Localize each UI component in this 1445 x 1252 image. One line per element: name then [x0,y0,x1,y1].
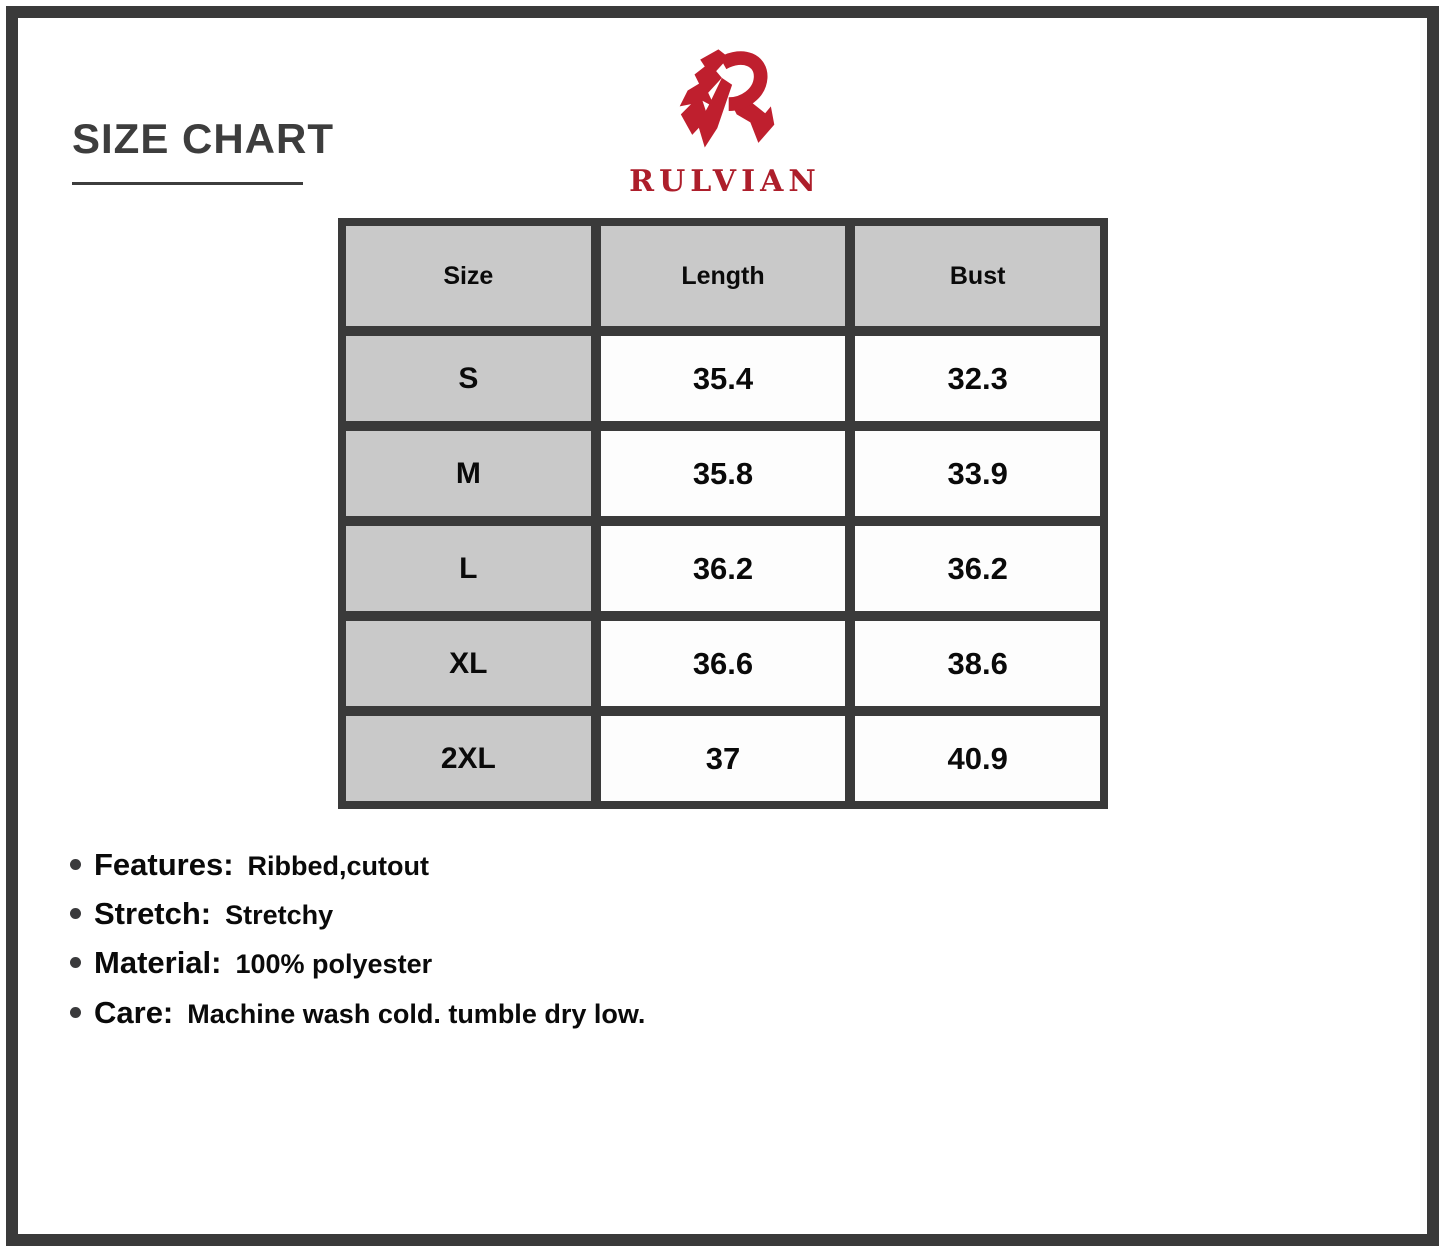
detail-value: Machine wash cold. tumble dry low. [187,998,646,1029]
detail-item-stretch [70,895,645,932]
size-chart-table [338,218,1108,809]
row-m-size: M [346,431,591,516]
row-l-length: 36.2 [601,526,846,611]
detail-value: Ribbed,cutout [247,851,430,881]
detail-label: Material: [94,945,222,981]
brand-name: RULVIAN [629,164,821,199]
detail-item-features [70,846,645,883]
row-s-length: 35.4 [601,336,846,421]
row-xl-length: 36.6 [601,621,846,706]
header-cell-length: Length [601,226,846,326]
row-2xl-bust: 40.9 [855,716,1100,801]
page-title: SIZE CHART [72,115,334,162]
row-s-size: S [346,336,591,421]
row-xl-size: XL [346,621,591,706]
detail-item-care [70,994,645,1031]
brand-logo-icon [662,46,784,160]
row-2xl-length: 37 [601,716,846,801]
row-xl-bust: 38.6 [855,621,1100,706]
detail-value: 100% polyester [235,949,433,980]
bullet-icon [70,957,81,968]
row-2xl-size: 2XL [346,716,591,801]
detail-label: Features: [94,847,234,882]
brand-block [0,46,1445,199]
header-cell-bust: Bust [855,226,1100,326]
row-l-size: L [346,526,591,611]
detail-label: Stretch: [94,896,212,932]
row-m-length: 35.8 [601,431,846,516]
bullet-icon [70,908,81,919]
detail-label: Care: [94,994,174,1030]
product-details-list [70,846,645,1043]
row-m-bust: 33.9 [855,431,1100,516]
bullet-icon [70,1007,81,1018]
bullet-icon [70,859,81,870]
row-s-bust: 32.3 [855,336,1100,421]
detail-item-material [70,944,645,981]
header-cell-size: Size [346,226,591,326]
row-l-bust: 36.2 [855,526,1100,611]
detail-value: Stretchy [225,900,334,931]
